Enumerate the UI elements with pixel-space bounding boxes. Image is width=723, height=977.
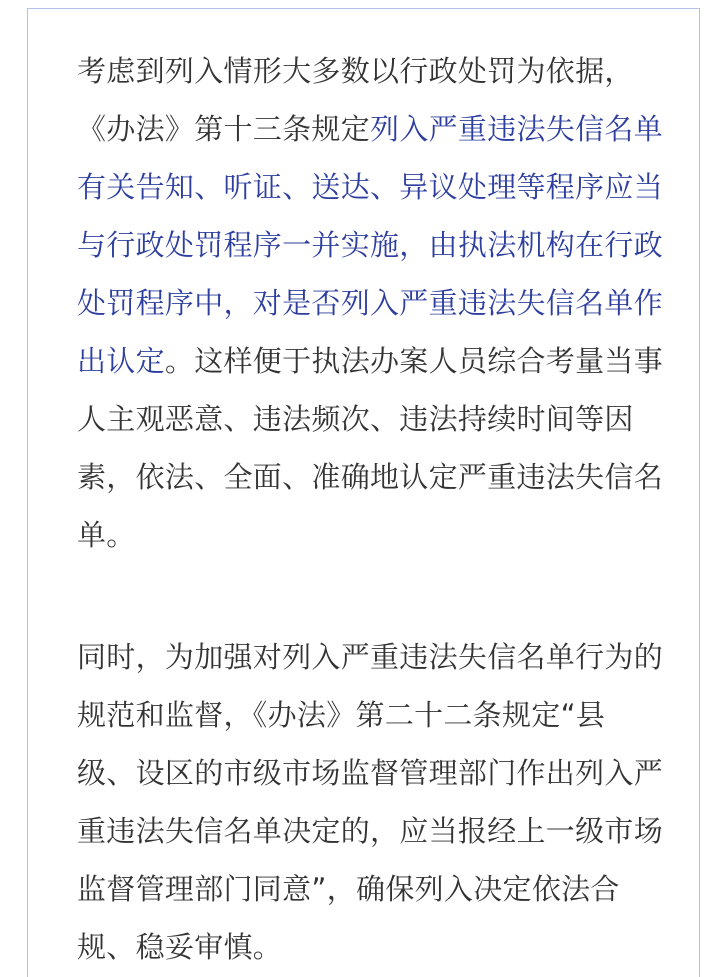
paragraph-1 [77, 42, 677, 564]
text-line [77, 918, 677, 976]
text-line [77, 860, 677, 918]
line-text: 级、设区的市级市场监督管理部门作出列入严 [77, 756, 664, 790]
highlighted-text: 出认定 [77, 344, 165, 378]
line-text: 重违法失信名单决定的，应当报经上一级市场 [77, 814, 664, 848]
line-text: 单。 [77, 518, 136, 552]
highlighted-text: 与行政处罚程序一并实施，由执法机构在行政 [77, 228, 664, 262]
text-line [77, 332, 677, 390]
line-text: 规、稳妥审慎。 [77, 930, 283, 964]
text-line [77, 390, 677, 448]
line-text: 同时，为加强对列入严重违法失信名单行为的 [77, 640, 664, 674]
text-line [77, 506, 677, 564]
text-line [77, 216, 677, 274]
paragraph-2 [77, 628, 677, 976]
article-frame [27, 8, 700, 977]
text-line [77, 42, 677, 100]
text-line [77, 100, 677, 158]
text-line [77, 686, 677, 744]
line-text: 《办法》第十三条规定 [77, 112, 371, 146]
text-line [77, 274, 677, 332]
line-text: 考虑到列入情形大多数以行政处罚为依据， [77, 54, 634, 88]
text-line [77, 744, 677, 802]
line-text: 规范和监督，《办法》第二十二条规定“县 [77, 698, 606, 732]
highlighted-text: 有关告知、听证、送达、异议处理等程序应当 [77, 170, 664, 204]
text-line [77, 802, 677, 860]
line-text: 素，依法、全面、准确地认定严重违法失信名 [77, 460, 664, 494]
text-line [77, 448, 677, 506]
highlighted-text: 处罚程序中，对是否列入严重违法失信名单作 [77, 286, 664, 320]
text-line [77, 158, 677, 216]
text-line [77, 628, 677, 686]
line-text: 监督管理部门同意”，确保列入决定依法合 [77, 872, 620, 906]
line-text: 人主观恶意、违法频次、违法持续时间等因 [77, 402, 634, 436]
highlighted-text: 列入严重违法失信名单 [370, 112, 664, 146]
line-text: 。这样便于执法办案人员综合考量当事 [164, 344, 664, 378]
article-body [77, 42, 677, 976]
